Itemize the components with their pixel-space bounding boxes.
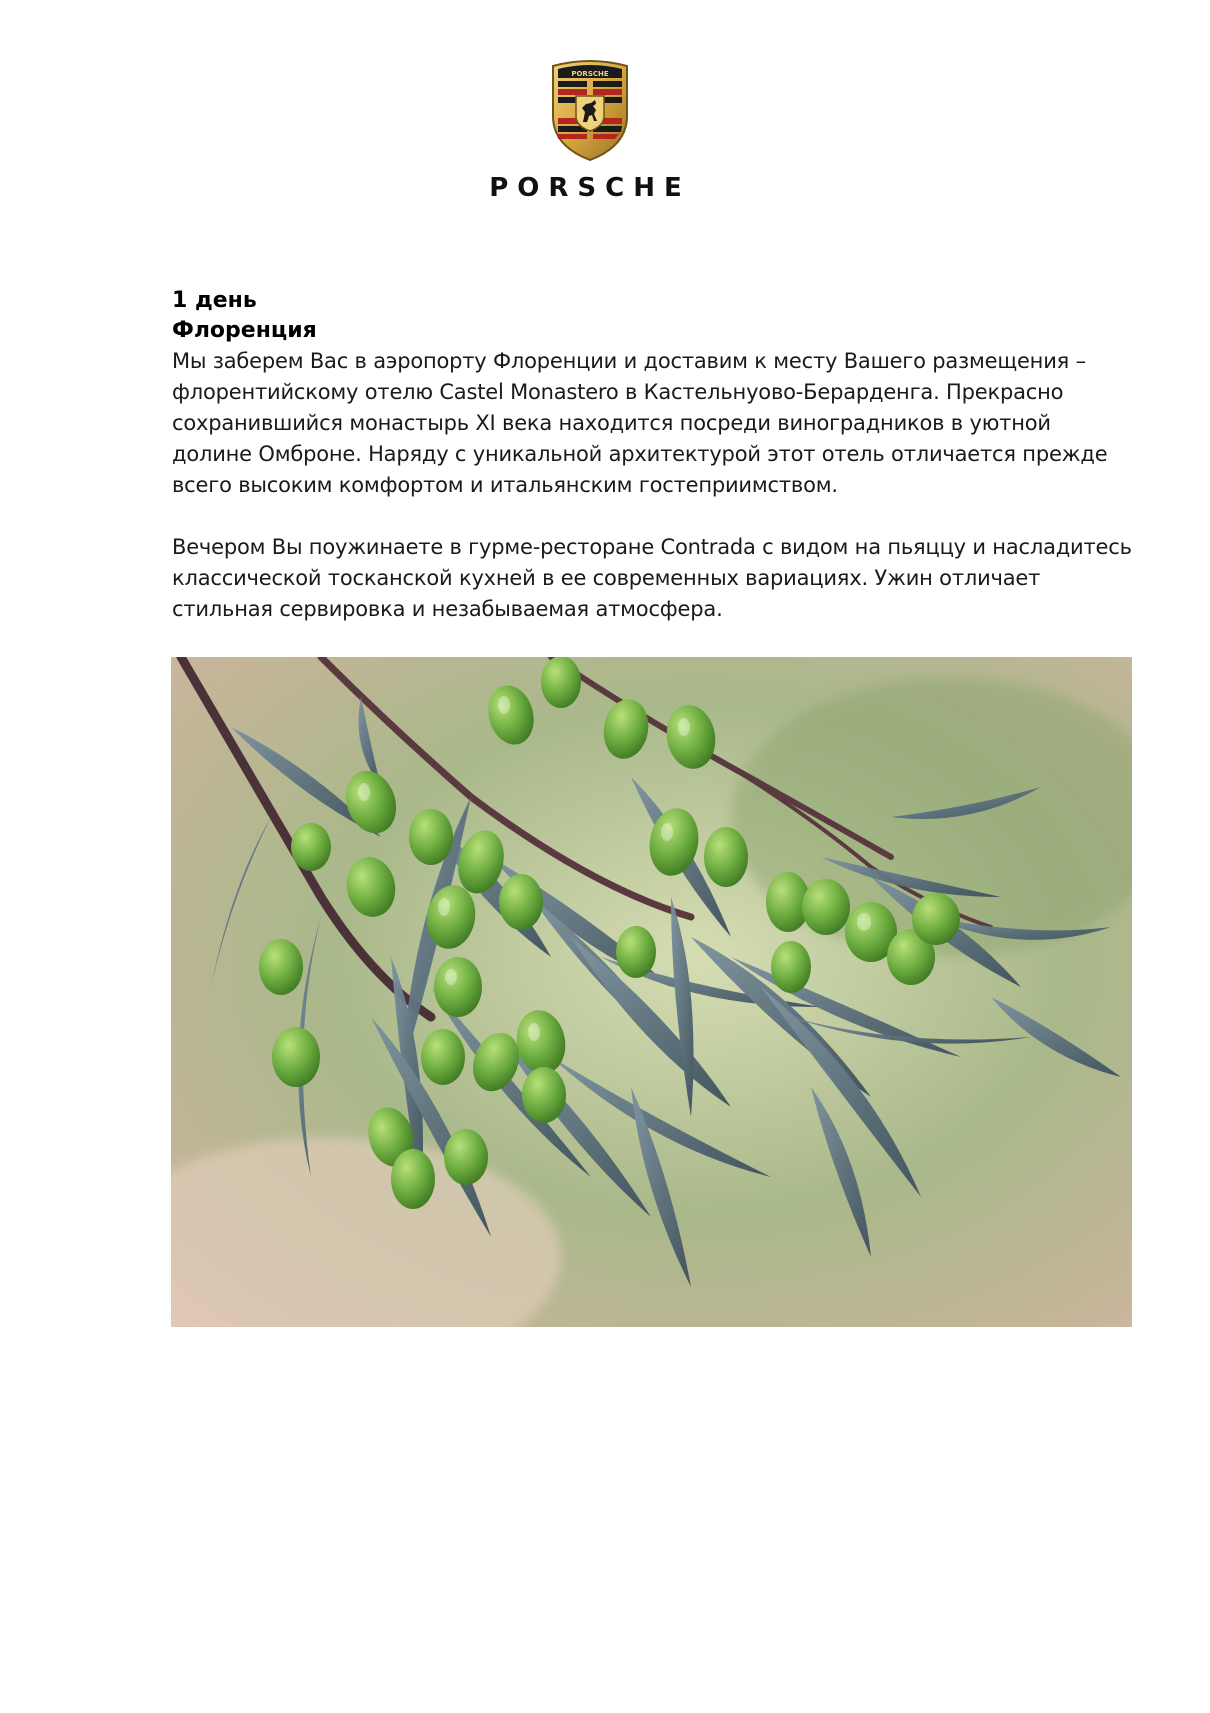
porsche-crest-icon <box>549 58 631 162</box>
crest-text: PORSCHE <box>571 70 609 78</box>
paragraph-dinner: Вечером Вы поужинаете в гурме-ресторане Contrada с видом на пьяццу и насладитесь классической тосканской кухней в ее современных вариациях. Ужин отличает стильная сервировка и незабываемая атмосфера. <box>172 535 1132 621</box>
itinerary-day <box>172 286 1132 625</box>
header-logo <box>0 58 1210 208</box>
olive-branch-photo <box>171 657 1132 1327</box>
olive-branch-illustration <box>171 657 1132 1327</box>
day-label: 1 день <box>172 288 257 313</box>
porsche-wordmark: PORSCHE <box>489 173 691 203</box>
paragraph-arrival: Мы заберем Вас в аэропорту Флоренции и доставим к месту Вашего размещения – флорентийскому отелю Castel Monastero в Кастельнуово-Берарденга. Прекрасно сохранившийся монастырь XI века находится посреди виноградников в уютной долине Омброне. Наряду с уникальной архитектурой этот отель отличается прежде всего высоким комфортом и итальянским гостеприимством. <box>172 349 1108 497</box>
city-title: Флоренция <box>172 318 317 343</box>
